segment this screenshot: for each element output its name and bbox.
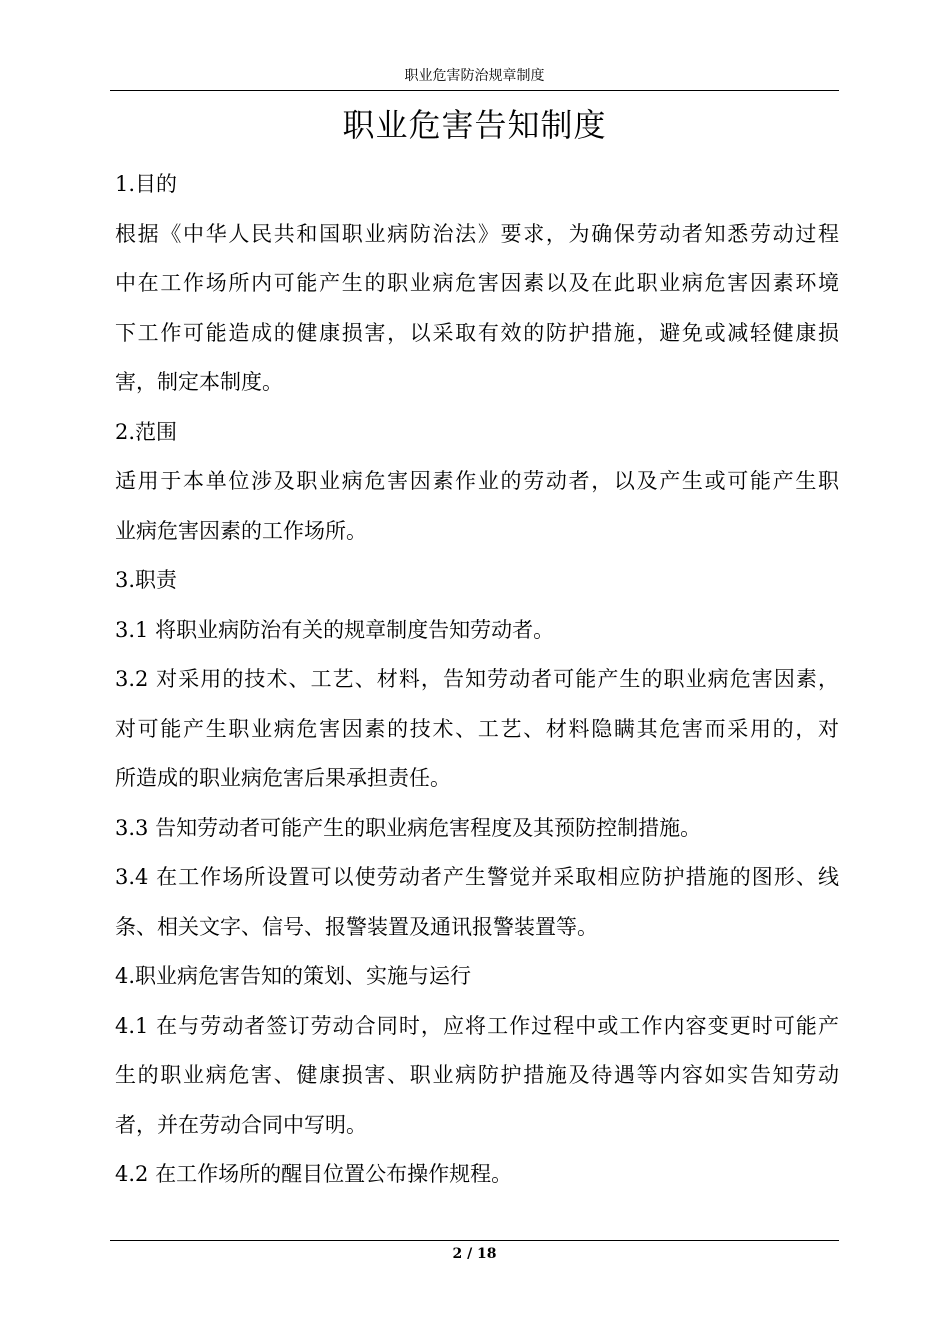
text-line: 3.1 将职业病防治有关的规章制度告知劳动者。 (115, 617, 555, 642)
text-line: 1.目的 (115, 172, 178, 196)
text-line: 中在工作场所内可能产生的职业病危害因素以及在此职业病危害因素环境 (115, 271, 839, 295)
text-line: 3.职责 (115, 568, 178, 592)
page-number: 2 / 18 (452, 1246, 497, 1262)
text-line: 下工作可能造成的健康损害，以采取有效的防护措施，避免或减轻健康损 (115, 320, 839, 345)
text-line: 条、相关文字、信号、报警装置及通讯报警装置等。 (115, 914, 598, 939)
footer-divider (110, 1240, 839, 1241)
text-line: 2.范围 (115, 419, 178, 444)
text-line: 4.2 在工作场所的醒目位置公布操作规程。 (115, 1162, 513, 1186)
document-title: 职业危害告知制度 (342, 106, 607, 144)
text-line: 对可能产生职业病危害因素的技术、工艺、材料隐瞒其危害而采用的，对 (115, 716, 839, 741)
text-line: 者，并在劳动合同中写明。 (115, 1112, 367, 1137)
text-line: 适用于本单位涉及职业病危害因素作业的劳动者，以及产生或可能产生职 (115, 469, 839, 493)
text-line: 业病危害因素的工作场所。 (115, 518, 367, 543)
text-line: 3.3 告知劳动者可能产生的职业病危害程度及其预防控制措施。 (115, 815, 702, 840)
text-line: 3.4 在工作场所设置可以使劳动者产生警觉并采取相应防护措施的图形、线 (115, 865, 839, 889)
text-line: 所造成的职业病危害后果承担责任。 (115, 766, 451, 790)
running-header-title: 职业危害防治规章制度 (404, 68, 545, 84)
text-line: 害，制定本制度。 (115, 370, 283, 394)
text-line: 4.1 在与劳动者签订劳动合同时，应将工作过程中或工作内容变更时可能产 (115, 1013, 839, 1038)
document-body (115, 160, 839, 1200)
text-line: 4.职业病危害告知的策划、实施与运行 (115, 964, 472, 988)
header-divider (110, 90, 839, 91)
text-line: 根据《中华人民共和国职业病防治法》要求，为确保劳动者知悉劳动过程 (115, 221, 839, 246)
text-line: 生的职业病危害、健康损害、职业病防护措施及待遇等内容如实告知劳动 (115, 1063, 839, 1087)
text-line: 3.2 对采用的技术、工艺、材料，告知劳动者可能产生的职业病危害因素， (115, 667, 839, 691)
